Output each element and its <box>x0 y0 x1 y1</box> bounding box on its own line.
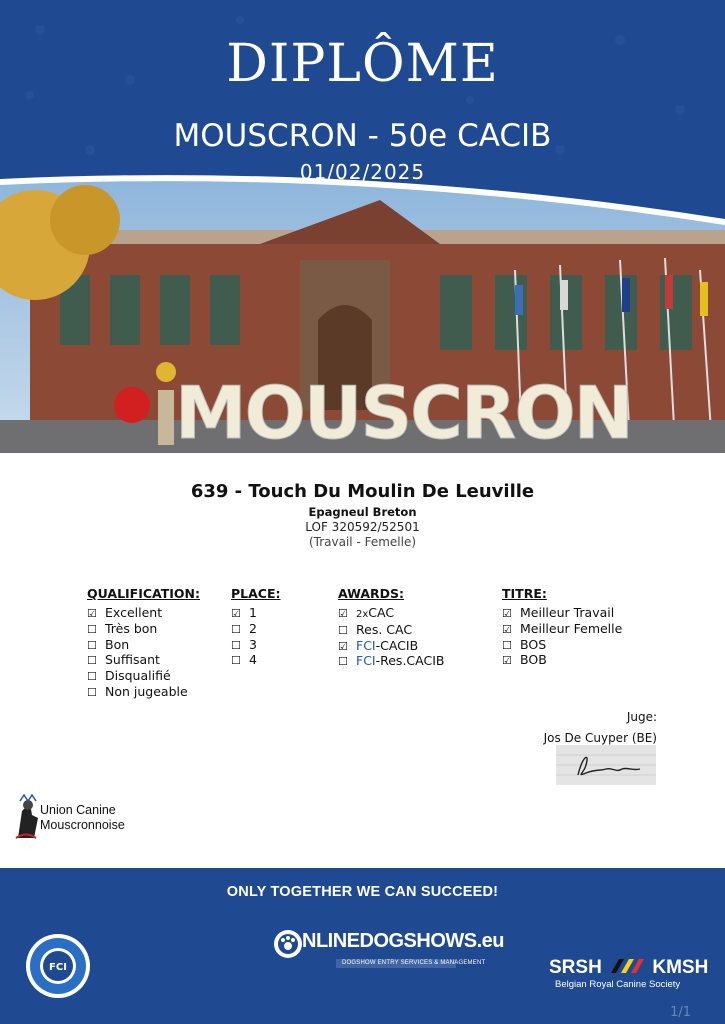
event-date: 01/02/2025 <box>299 160 426 184</box>
club-name: Union Canine Mouscronnoise <box>40 803 125 832</box>
checkbox-empty-icon: ☐ <box>87 670 97 684</box>
awards-heading: AWARDS: <box>338 586 405 601</box>
award-item: ☐ Res. CAC <box>338 621 413 637</box>
srsh-subtitle: Belgian Royal Canine Society <box>555 979 681 990</box>
titre-column <box>502 586 622 669</box>
place-item: ☐ 3 <box>231 636 257 652</box>
qualification-item: ☐ Bon <box>87 636 130 652</box>
checkbox-empty-icon: ☐ <box>231 638 241 652</box>
belgian-flag-stripes-icon <box>607 957 647 975</box>
checkbox-checked-icon: ☑ <box>87 607 97 620</box>
diploma-title: DIPLÔME <box>226 34 499 94</box>
diploma-header <box>0 0 725 250</box>
judge-name: Jos De Cuyper (BE) <box>543 731 657 745</box>
checkbox-empty-icon: ☐ <box>338 623 348 637</box>
qualification-item: ☑ Excellent <box>87 605 163 620</box>
event-name: MOUSCRON - 50e CACIB <box>173 118 552 154</box>
onlinedogshows-tagline: DOGSHOW ENTRY SERVICES & MANAGEMENT <box>342 960 486 966</box>
srsh-kmsh-logo: SRSH KMSH <box>549 957 709 978</box>
checkbox-checked-icon: ☑ <box>338 639 348 653</box>
awards-column <box>338 586 444 670</box>
titre-item: ☑ Meilleur Travail <box>502 605 615 620</box>
dog-breed: Epagneul Breton <box>308 505 417 519</box>
page-number: 1/1 <box>670 1005 691 1020</box>
dog-name: 639 - Touch Du Moulin De Leuville <box>190 481 535 502</box>
footer-slogan: ONLY TOGETHER WE CAN SUCCEED! <box>226 884 499 900</box>
titre-item: ☑ BOB <box>502 652 547 668</box>
award-item: ☐ FCI-Res.CACIB <box>338 653 445 669</box>
checkbox-checked-icon: ☑ <box>231 607 241 620</box>
checkbox-empty-icon: ☐ <box>231 654 241 668</box>
qualification-item: ☐ Suffisant <box>87 652 160 668</box>
award-item: ☑ 2xCAC <box>338 605 395 620</box>
dog-class: (Travail - Femelle) <box>308 535 417 549</box>
award-item: ☑ FCI-CACIB <box>338 637 419 653</box>
place-column <box>231 586 281 669</box>
qualification-heading: QUALIFICATION: <box>87 586 201 601</box>
fci-logo-icon <box>24 932 92 1000</box>
checkbox-checked-icon: ☑ <box>502 607 512 620</box>
checkbox-checked-icon: ☑ <box>338 607 348 620</box>
checkbox-empty-icon: ☐ <box>87 654 97 668</box>
place-item: ☐ 2 <box>231 620 257 636</box>
checkbox-empty-icon: ☐ <box>87 622 97 636</box>
checkbox-empty-icon: ☐ <box>87 638 97 652</box>
dog-registration: LOF 320592/52501 <box>305 520 420 534</box>
checkbox-empty-icon: ☐ <box>338 655 348 669</box>
footer <box>0 868 725 1024</box>
svg-text:FCI: FCI <box>49 962 67 973</box>
qualification-column <box>87 586 200 701</box>
onlinedogshows-name: NLINEDOGSHOWS.eu <box>302 930 505 952</box>
titre-item: ☐ BOS <box>502 636 547 652</box>
place-item: ☑ 1 <box>231 605 257 620</box>
checkbox-checked-icon: ☑ <box>502 622 512 636</box>
checkbox-empty-icon: ☐ <box>502 638 512 652</box>
judge-signature <box>556 745 656 785</box>
checkbox-empty-icon: ☐ <box>87 685 97 699</box>
place-item: ☐ 4 <box>231 652 257 668</box>
checkbox-checked-icon: ☑ <box>502 654 512 668</box>
qualification-item: ☐ Non jugeable <box>87 683 188 699</box>
judge-label: Juge: <box>626 710 657 724</box>
place-heading: PLACE: <box>231 586 281 601</box>
qualification-item: ☐ Disqualifié <box>87 668 171 684</box>
qualification-item: ☐ Très bon <box>87 620 158 636</box>
dog-info <box>0 481 725 550</box>
titre-item: ☑ Meilleur Femelle <box>502 620 623 636</box>
mouscron-sign: MOUSCRON <box>175 371 632 453</box>
checkbox-empty-icon: ☐ <box>231 622 241 636</box>
titre-heading: TITRE: <box>502 586 547 601</box>
